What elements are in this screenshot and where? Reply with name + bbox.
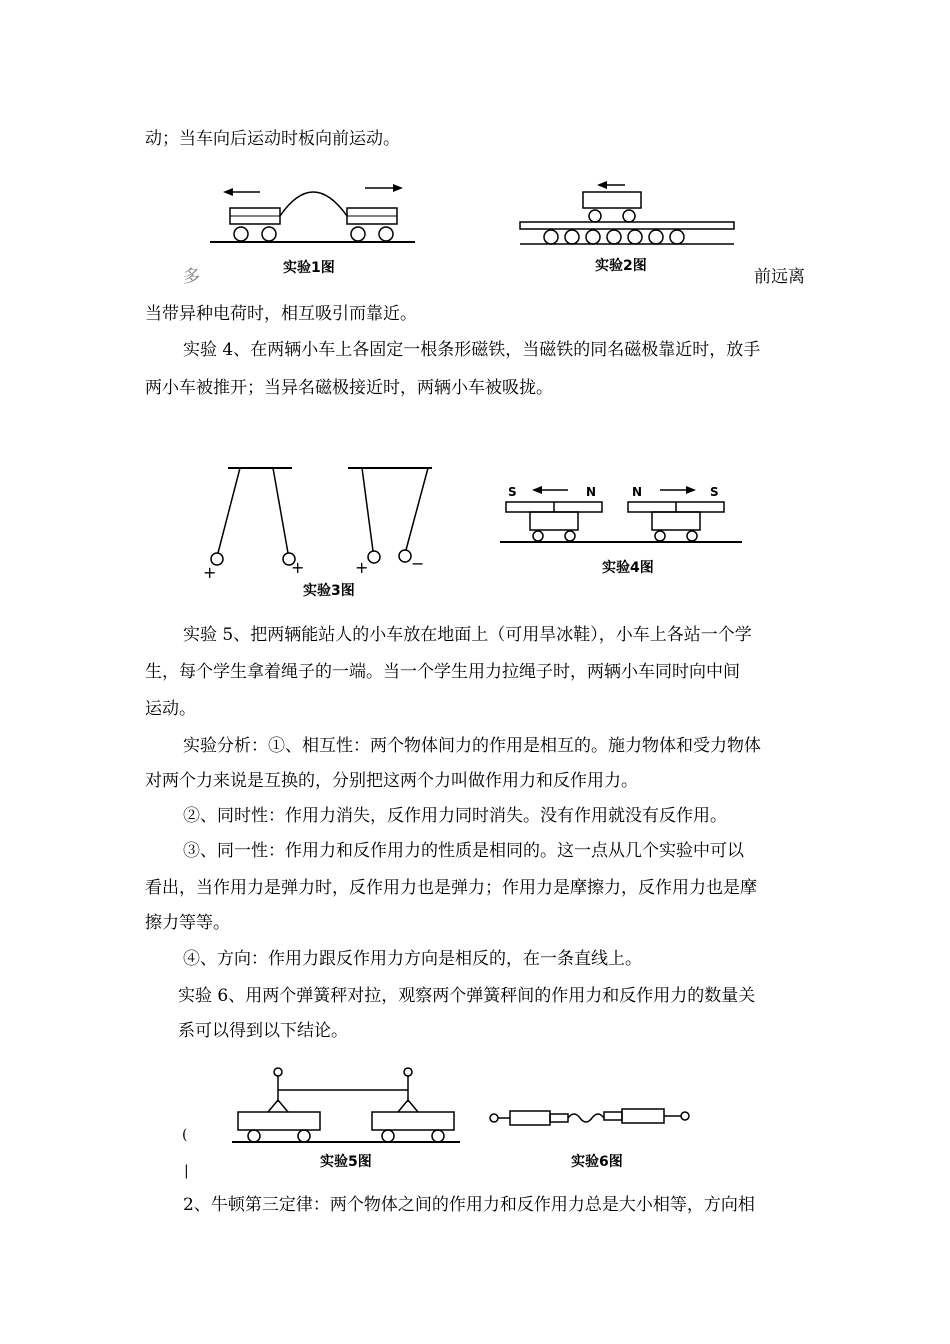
magnet-pole-label: S (508, 485, 517, 499)
magnet-pole-label: N (632, 485, 643, 499)
margin-mark: | (184, 1163, 189, 1179)
paragraph-line: 看出，当作用力是弹力时，反作用力也是弹力；作用力是摩擦力，反作用力也是摩 (145, 878, 757, 898)
paragraph-line: 动；当车向后运动时板向前运动。 (145, 129, 400, 149)
margin-mark: ( (182, 1127, 188, 1143)
paragraph-line: ②、同时性：作用力消失，反作用力同时消失。没有作用就没有反作用。 (183, 806, 727, 826)
paragraph-line: 实验分析：①、相互性：两个物体间力的作用是相互的。施力物体和受力物体 (183, 736, 761, 756)
paragraph-line: ③、同一性：作用力和反作用力的性质是相同的。这一点从几个实验中可以 (183, 841, 744, 861)
paragraph-line: 两小车被推开；当异名磁极接近时，两辆小车被吸拢。 (145, 378, 553, 398)
paragraph-line: 实验 4、在两辆小车上各固定一根条形磁铁，当磁铁的同名磁极靠近时，放手 (183, 340, 761, 360)
paragraph-line: 对两个力来说是互换的，分别把这两个力叫做作用力和反作用力。 (145, 771, 638, 791)
paragraph-line: 系可以得到以下结论。 (178, 1021, 348, 1041)
figure-experiment-5 (230, 1060, 465, 1175)
charge-label: + (203, 563, 217, 582)
figure-experiment-6 (485, 1100, 700, 1175)
paragraph-fragment: 前远离 (754, 267, 805, 287)
figure-caption: 实验3图 (303, 583, 355, 599)
figure-experiment-3 (195, 462, 445, 602)
paragraph-line: 2、牛顿第三定律：两个物体之间的作用力和反作用力总是大小相等，方向相 (183, 1195, 755, 1215)
magnet-pole-label: S (710, 485, 719, 499)
paragraph-line: 擦力等等。 (145, 913, 230, 933)
figure-experiment-4 (498, 478, 748, 578)
paragraph-line: 实验 5、把两辆能站人的小车放在地面上（可用旱冰鞋），小车上各站一个学 (183, 625, 752, 645)
figure-caption: 实验2图 (595, 258, 647, 274)
charge-label: + (355, 558, 369, 577)
figure-caption: 实验6图 (571, 1154, 623, 1170)
paragraph-line: 当带异种电荷时，相互吸引而靠近。 (145, 304, 417, 324)
figure-caption: 实验1图 (283, 260, 335, 276)
charge-label: − (411, 554, 425, 573)
paragraph-line: 实验 6、用两个弹簧秤对拉，观察两个弹簧秤间的作用力和反作用力的数量关 (178, 986, 756, 1006)
charge-label: + (291, 558, 305, 577)
figure-caption: 实验4图 (602, 560, 654, 576)
paragraph-line: 生，每个学生拿着绳子的一端。当一个学生用力拉绳子时，两辆小车同时向中间 (145, 662, 740, 682)
magnet-pole-label: N (586, 485, 597, 499)
figure-experiment-1 (205, 170, 425, 280)
figure-experiment-2 (515, 170, 745, 280)
paragraph-fragment: 多 (183, 267, 200, 287)
paragraph-line: 运动。 (145, 699, 196, 719)
figure-caption: 实验5图 (320, 1154, 372, 1170)
paragraph-line: ④、方向：作用力跟反作用力方向是相反的，在一条直线上。 (183, 949, 642, 969)
